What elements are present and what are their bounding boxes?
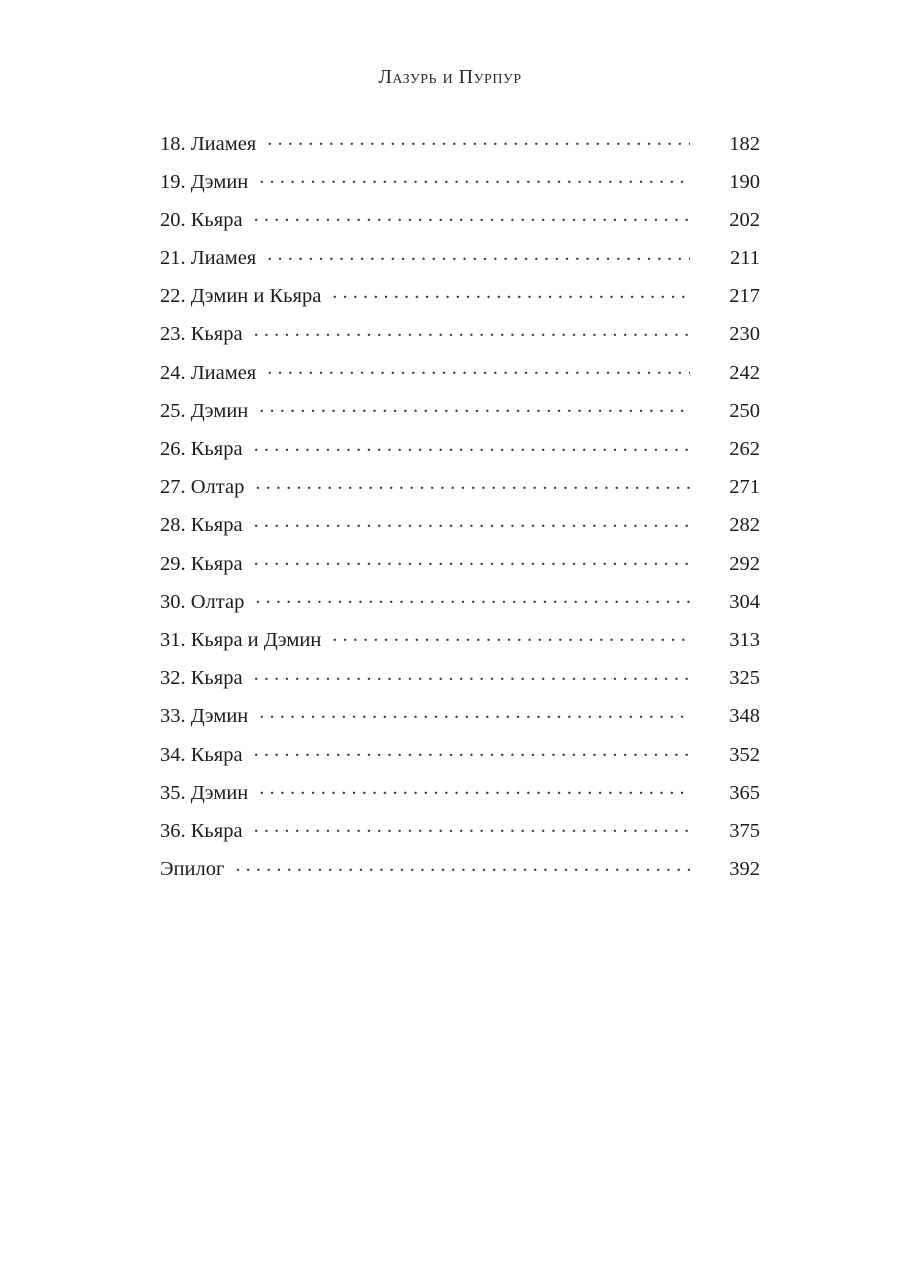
toc-entry[interactable] [160,625,760,650]
toc-leader-dots [259,778,690,799]
toc-entry-title: 23. Кьяра [160,323,243,346]
toc-entry[interactable] [160,435,760,460]
toc-entry-title: 28. Кьяра [160,514,243,537]
toc-entry-page-number: 250 [729,399,760,422]
toc-leader-dots [254,205,690,226]
toc-entry-page-number: 375 [729,819,760,842]
toc-entry[interactable] [160,664,760,689]
toc-entry-title: 18. Лиамея [160,132,257,155]
toc-entry[interactable] [160,740,760,765]
toc-entry[interactable] [160,167,760,192]
toc-entry-title: 33. Дэмин [160,705,249,728]
toc-entry-title: 22. Дэмин и Кьяра [160,285,322,308]
toc-entry-page-number: 190 [729,170,760,193]
toc-entry-title: 31. Кьяра и Дэмин [160,628,322,651]
toc-leader-dots [254,549,690,570]
toc-entry[interactable] [160,396,760,421]
toc-entry[interactable] [160,855,760,880]
toc-leader-dots [254,664,690,685]
toc-entry-page-number: 182 [729,132,760,155]
toc-entry[interactable] [160,473,760,498]
toc-entry-title: 25. Дэмин [160,399,249,422]
toc-entry-title: 32. Кьяра [160,667,243,690]
running-head-title: Лазурь и Пурпур [378,66,522,88]
toc-leader-dots [332,625,690,646]
toc-entry-page-number: 282 [729,514,760,537]
toc-leader-dots [254,816,690,837]
toc-entry-title: 34. Кьяра [160,743,243,766]
toc-entry-page-number: 365 [729,781,760,804]
toc-entry[interactable] [160,205,760,230]
toc-entry-title: 24. Лиамея [160,361,257,384]
toc-entry-page-number: 352 [729,743,760,766]
toc-leader-dots [332,282,690,303]
toc-entry-title: 21. Лиамея [160,247,257,270]
toc-leader-dots [255,587,690,608]
toc-entry[interactable] [160,320,760,345]
toc-entry-page-number: 242 [729,361,760,384]
table-of-contents [140,129,760,880]
toc-entry-page-number: 392 [729,858,760,881]
toc-entry[interactable] [160,358,760,383]
toc-entry[interactable] [160,129,760,154]
toc-entry-page-number: 262 [729,438,760,460]
toc-entry-page-number: 230 [729,323,760,346]
toc-leader-dots [259,396,690,417]
toc-entry[interactable] [160,282,760,307]
toc-entry-page-number: 348 [729,705,760,728]
toc-entry[interactable] [160,244,760,269]
toc-leader-dots [255,473,690,494]
toc-leader-dots [259,702,690,723]
toc-entry-title: Эпилог [160,858,225,881]
toc-entry-page-number: 217 [729,285,760,308]
toc-leader-dots [267,358,690,379]
toc-entry-page-number: 304 [729,590,760,613]
toc-leader-dots [235,855,690,876]
toc-entry-title: 19. Дэмин [160,170,249,193]
toc-leader-dots [259,167,690,188]
toc-entry-title: 30. Олтар [160,590,245,613]
toc-entry-page-number: 292 [729,552,760,575]
toc-entry-title: 35. Дэмин [160,781,249,804]
toc-entry-title: 36. Кьяра [160,819,243,842]
toc-entry[interactable] [160,816,760,841]
toc-entry-page-number: 325 [729,667,760,690]
toc-entry-title: 27. Олтар [160,476,245,499]
toc-entry[interactable] [160,549,760,574]
toc-entry-page-number: 211 [730,247,760,270]
toc-entry[interactable] [160,778,760,803]
toc-leader-dots [254,740,690,761]
toc-leader-dots [267,244,690,265]
toc-entry[interactable] [160,587,760,612]
toc-entry-title: 29. Кьяра [160,552,243,575]
toc-entry-title: 20. Кьяра [160,208,243,231]
toc-entry-page-number: 202 [729,208,760,231]
toc-leader-dots [254,511,690,532]
toc-leader-dots [254,320,690,341]
toc-entry-title: 26. Кьяра [160,438,243,460]
toc-entry-page-number: 271 [729,476,760,499]
toc-entry[interactable] [160,702,760,727]
toc-entry[interactable] [160,511,760,536]
book-page [0,66,900,1266]
toc-leader-dots [254,435,690,456]
toc-entry-page-number: 313 [729,628,760,651]
toc-leader-dots [267,129,690,150]
